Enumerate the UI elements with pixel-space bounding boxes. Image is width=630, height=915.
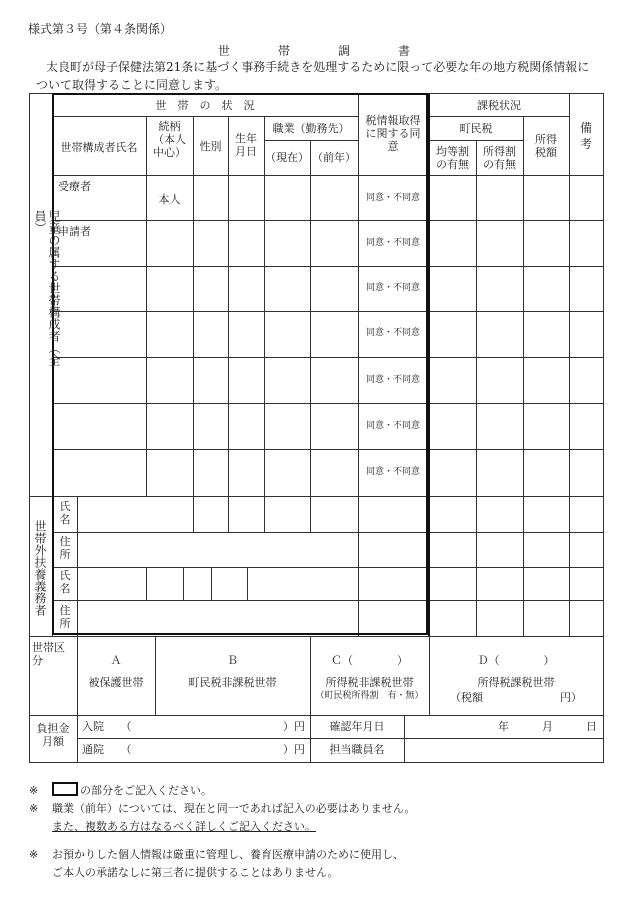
consent-option[interactable]: 同意・不同意 [365, 193, 420, 203]
recipient-label: 受療者 [58, 180, 91, 193]
note-2b: また、複数ある方はなるべく詳しくご記入ください。 [52, 820, 316, 833]
consent-option[interactable]: 同意・不同意 [365, 467, 420, 477]
consent-option[interactable]: 同意・不同意 [365, 283, 420, 293]
note-1: の部分をご記入ください。 [80, 784, 212, 797]
consent-option[interactable]: 同意・不同意 [365, 238, 420, 248]
category-d-letter: Ｄ（ ） [477, 654, 555, 667]
note-mark: ※ [29, 848, 39, 861]
obligor-address-label: 住 所 [59, 535, 71, 561]
category-label: 世帯区 分 [32, 641, 65, 667]
confirm-date-ymd: 年 月 日 [498, 720, 597, 733]
member-name-header: 世帯構成者氏名 [60, 141, 138, 154]
obligor-address-label: 住 所 [59, 604, 71, 630]
equal-levy-header: 均等割 の有無 [436, 145, 469, 171]
bold-box-sample [52, 782, 78, 796]
income-tax-header: 所得 税額 [535, 133, 557, 159]
birth-header: 生年 月日 [235, 132, 257, 158]
job-prev-header: （前年） [312, 151, 356, 164]
confirm-date-label: 確認年月日 [329, 720, 385, 733]
job-group-header: 職業（勤務先） [272, 122, 350, 135]
category-c-letter: Ｃ（ ） [331, 654, 408, 667]
category-c-sub: （町民税所得割 有・無） [315, 691, 424, 701]
staff-label: 担当職員名 [329, 743, 385, 756]
tax-group-header: 課税状況 [477, 99, 521, 112]
members-vertical-label: 児童の属する世帯構成者（全員） [33, 210, 61, 366]
intro-line-2: ついて取得することに同意します。 [36, 78, 228, 92]
others-vertical-label: 世帯外扶養義務者 [33, 520, 47, 616]
category-c-text: 所得税非課税世帯 [325, 676, 414, 689]
sex-header: 性別 [199, 140, 222, 153]
applicant-label: 申請者 [58, 225, 91, 238]
inpatient-label: 入院 （ [82, 720, 132, 733]
category-b-text: 町民税非課税世帯 [188, 676, 277, 689]
self-label: 本人 [158, 193, 181, 206]
form-number: 様式第３号（第４条関係） [28, 22, 173, 36]
consent-option[interactable]: 同意・不同意 [365, 328, 420, 338]
job-now-header: （現在） [265, 151, 309, 164]
note-3: お預かりした個人情報は厳重に管理し、養育医療申請のために使用し、 [52, 848, 404, 861]
burden-label: 負担金 月額 [36, 722, 70, 748]
income-levy-header: 所得割 の有無 [483, 145, 516, 171]
obligor-name-label: 氏 名 [59, 569, 71, 595]
note-2: 職業（前年）については、現在と同一であれば記入の必要はありません。 [52, 802, 416, 815]
note-mark: ※ [29, 784, 39, 797]
remarks-header: 備 考 [579, 121, 592, 151]
consent-option[interactable]: 同意・不同意 [365, 375, 420, 385]
obligor-name-label: 氏 名 [59, 500, 71, 526]
outpatient-yen: ）円 [283, 743, 305, 756]
category-b-letter: Ｂ [227, 654, 238, 667]
category-a-letter: Ａ [110, 654, 122, 667]
inpatient-yen: ）円 [283, 720, 305, 733]
status-group-header: 世 帯 の 状 況 [155, 99, 255, 112]
town-tax-header: 町民税 [459, 122, 493, 135]
relation-header: 続柄 （本人 中心） [153, 120, 186, 159]
intro-line-1: 太良町が母子保健法第21条に基づく事務手続きを処理するために限って必要な年の地方税関係情報に [46, 60, 590, 74]
outpatient-label: 通院 （ [82, 743, 132, 756]
category-d-text: 所得税課税世帯 [477, 676, 555, 689]
category-a-text: 被保護世帯 [88, 676, 144, 689]
page-title: 世 帯 調 書 [218, 44, 411, 58]
note-mark: ※ [29, 802, 39, 815]
note-3b: ご本人の承諾なしに第三者に提供することはありません。 [52, 866, 339, 879]
category-d-sub: （税額 円） [450, 691, 582, 704]
consent-option[interactable]: 同意・不同意 [365, 421, 420, 431]
consent-header: 税情報取得 に関する同 意 [365, 114, 421, 153]
